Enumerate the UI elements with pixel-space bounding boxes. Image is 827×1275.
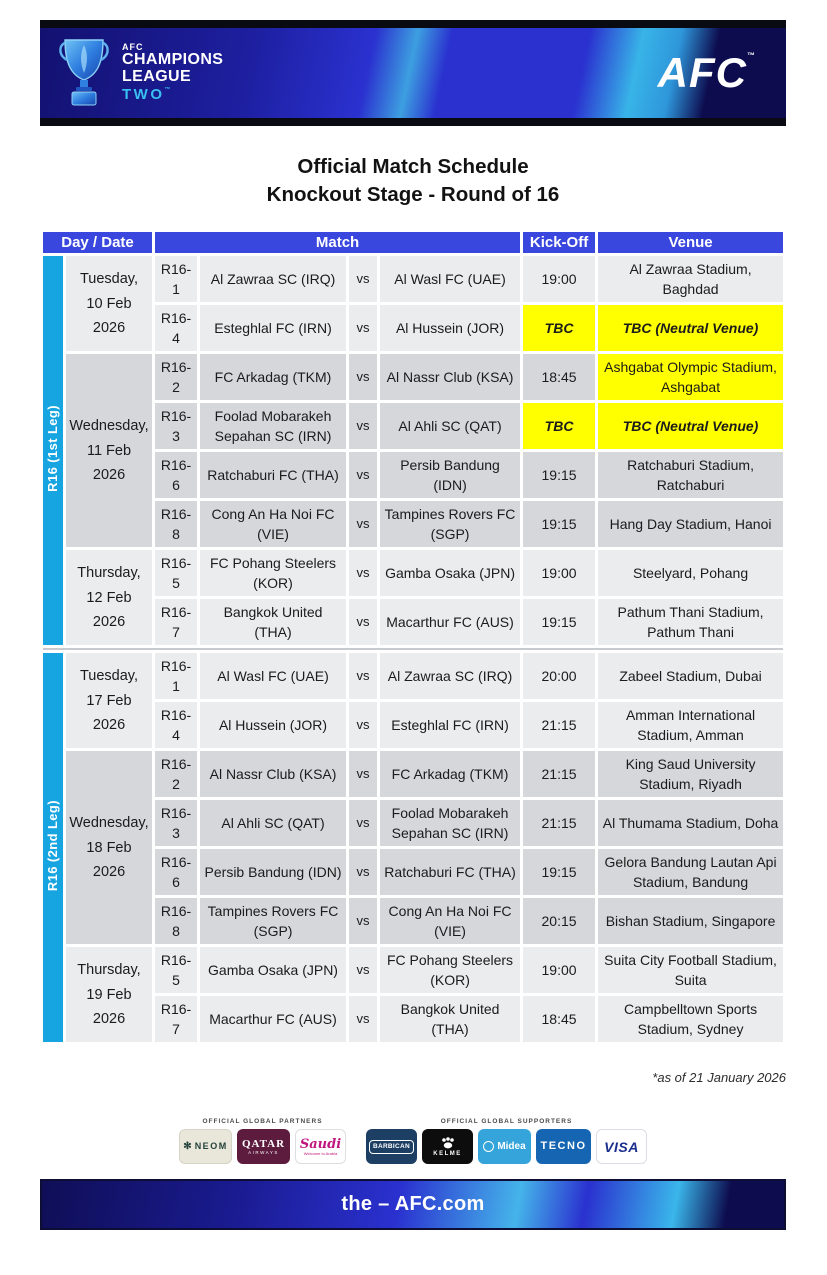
match-row xyxy=(43,898,783,944)
kickoff-cell: 19:00 xyxy=(523,947,595,993)
midea-logo xyxy=(478,1129,531,1164)
away-team-cell: Al Hussein (JOR) xyxy=(380,305,520,351)
venue-cell: Ratchaburi Stadium, Ratchaburi xyxy=(598,452,783,498)
kickoff-cell: 19:00 xyxy=(523,256,595,302)
match-row xyxy=(43,452,783,498)
kickoff-cell: 19:15 xyxy=(523,501,595,547)
match-row xyxy=(43,653,783,699)
away-team-cell: Foolad Mobarakeh Sepahan SC (IRN) xyxy=(380,800,520,846)
home-team-cell: Bangkok United (THA) xyxy=(200,599,346,645)
partners-label: OFFICIAL GLOBAL PARTNERS xyxy=(202,1118,323,1126)
away-team-cell: Al Nassr Club (KSA) xyxy=(380,354,520,400)
match-number-cell: R16-7 xyxy=(155,599,197,645)
afc-logo: AFC™ xyxy=(657,49,756,96)
home-team-cell: Foolad Mobarakeh Sepahan SC (IRN) xyxy=(200,403,346,449)
kickoff-cell: 19:15 xyxy=(523,599,595,645)
home-team-cell: Al Nassr Club (KSA) xyxy=(200,751,346,797)
vs-cell: vs xyxy=(349,702,377,748)
match-number-cell: R16-8 xyxy=(155,501,197,547)
midea-circle-icon xyxy=(483,1141,494,1152)
vs-cell: vs xyxy=(349,800,377,846)
vs-cell: vs xyxy=(349,354,377,400)
venue-cell: Al Zawraa Stadium, Baghdad xyxy=(598,256,783,302)
kickoff-cell: 20:00 xyxy=(523,653,595,699)
away-team-cell: Al Wasl FC (UAE) xyxy=(380,256,520,302)
home-team-cell: Macarthur FC (AUS) xyxy=(200,996,346,1042)
supporters-label: OFFICIAL GLOBAL SUPPORTERS xyxy=(440,1118,573,1126)
home-team-cell: Al Wasl FC (UAE) xyxy=(200,653,346,699)
match-number-cell: R16-7 xyxy=(155,996,197,1042)
title-line-1: Official Match Schedule xyxy=(297,155,529,178)
footnote: *as of 21 January 2026 xyxy=(652,1070,786,1086)
kickoff-cell: TBC xyxy=(523,305,595,351)
kelme-logo xyxy=(422,1129,473,1164)
match-number-cell: R16-4 xyxy=(155,305,197,351)
away-team-cell: Tampines Rovers FC (SGP) xyxy=(380,501,520,547)
match-number-cell: R16-6 xyxy=(155,452,197,498)
away-team-cell: Cong An Ha Noi FC (VIE) xyxy=(380,898,520,944)
neom-flower-icon: ✻ xyxy=(183,1140,192,1152)
vs-cell: vs xyxy=(349,256,377,302)
match-row xyxy=(43,599,783,645)
footer-url: the – AFC.com xyxy=(341,1193,485,1216)
home-team-cell: Cong An Ha Noi FC (VIE) xyxy=(200,501,346,547)
partners-group xyxy=(179,1118,346,1164)
match-number-cell: R16-2 xyxy=(155,751,197,797)
vs-cell: vs xyxy=(349,751,377,797)
schedule-table-body xyxy=(43,256,783,1042)
col-header-venue: Venue xyxy=(598,232,783,253)
neom-logo-text: NEOM xyxy=(194,1141,228,1152)
leg-label-text: R16 (1st Leg) xyxy=(44,404,60,492)
brand-two: TWO™ xyxy=(122,86,171,104)
day-date-cell: Thursday, 12 Feb 2026 xyxy=(66,550,152,645)
barbican-logo xyxy=(366,1129,417,1164)
match-row xyxy=(43,800,783,846)
kickoff-cell: 21:15 xyxy=(523,751,595,797)
header-banner xyxy=(40,20,786,126)
leg-label-cell xyxy=(43,256,63,645)
qatar-logo-text: QATAR xyxy=(241,1137,286,1150)
brand-afc-small: AFC xyxy=(122,41,144,52)
kickoff-cell: 19:15 xyxy=(523,452,595,498)
neom-logo xyxy=(179,1129,232,1164)
saudi-logo-subtext: Welcome to Arabia xyxy=(303,1150,338,1156)
home-team-cell: Al Hussein (JOR) xyxy=(200,702,346,748)
match-number-cell: R16-8 xyxy=(155,898,197,944)
match-number-cell: R16-2 xyxy=(155,354,197,400)
kickoff-cell: 18:45 xyxy=(523,354,595,400)
vs-cell: vs xyxy=(349,599,377,645)
home-team-cell: Al Ahli SC (QAT) xyxy=(200,800,346,846)
day-date-cell: Thursday, 19 Feb 2026 xyxy=(66,947,152,1042)
title-line-2: Knockout Stage - Round of 16 xyxy=(266,182,560,206)
brand-league: LEAGUE xyxy=(122,68,192,86)
home-team-cell: Persib Bandung (IDN) xyxy=(200,849,346,895)
away-team-cell: Al Zawraa SC (IRQ) xyxy=(380,653,520,699)
home-team-cell: FC Pohang Steelers (KOR) xyxy=(200,550,346,596)
visa-logo: VISA xyxy=(596,1129,647,1164)
leg-label-text: R16 (2nd Leg) xyxy=(44,799,60,891)
venue-cell: Bishan Stadium, Singapore xyxy=(598,898,783,944)
match-row xyxy=(43,305,783,351)
match-row xyxy=(43,403,783,449)
venue-cell: Ashgabat Olympic Stadium, Ashgabat xyxy=(598,354,783,400)
kelme-logo-text: KELME xyxy=(433,1150,462,1157)
venue-cell: Campbelltown Sports Stadium, Sydney xyxy=(598,996,783,1042)
match-number-cell: R16-5 xyxy=(155,550,197,596)
venue-cell: Hang Day Stadium, Hanoi xyxy=(598,501,783,547)
kickoff-cell: 20:15 xyxy=(523,898,595,944)
home-team-cell: Esteghlal FC (IRN) xyxy=(200,305,346,351)
col-header-match: Match xyxy=(155,232,520,253)
vs-cell: vs xyxy=(349,452,377,498)
away-team-cell: Al Ahli SC (QAT) xyxy=(380,403,520,449)
schedule-table xyxy=(40,229,786,1045)
vs-cell: vs xyxy=(349,849,377,895)
match-row xyxy=(43,947,783,993)
away-team-cell: Macarthur FC (AUS) xyxy=(380,599,520,645)
match-row xyxy=(43,354,783,400)
match-number-cell: R16-5 xyxy=(155,947,197,993)
midea-logo-text: Midea xyxy=(497,1140,526,1152)
kickoff-cell: 18:45 xyxy=(523,996,595,1042)
match-row xyxy=(43,550,783,596)
kickoff-cell: 19:15 xyxy=(523,849,595,895)
home-team-cell: Tampines Rovers FC (SGP) xyxy=(200,898,346,944)
kelme-paw-icon xyxy=(440,1137,456,1149)
day-date-cell: Wednesday, 11 Feb 2026 xyxy=(66,354,152,547)
venue-cell: Amman International Stadium, Amman xyxy=(598,702,783,748)
away-team-cell: Esteghlal FC (IRN) xyxy=(380,702,520,748)
home-team-cell: Al Zawraa SC (IRQ) xyxy=(200,256,346,302)
vs-cell: vs xyxy=(349,550,377,596)
match-number-cell: R16-4 xyxy=(155,702,197,748)
vs-cell: vs xyxy=(349,996,377,1042)
trophy-icon xyxy=(56,37,112,109)
vs-cell: vs xyxy=(349,403,377,449)
match-number-cell: R16-3 xyxy=(155,403,197,449)
venue-cell: TBC (Neutral Venue) xyxy=(598,305,783,351)
day-date-cell: Tuesday, 17 Feb 2026 xyxy=(66,653,152,748)
venue-cell: Suita City Football Stadium, Suita xyxy=(598,947,783,993)
away-team-cell: Bangkok United (THA) xyxy=(380,996,520,1042)
tecno-logo: TECNO xyxy=(536,1129,591,1164)
match-row xyxy=(43,751,783,797)
venue-cell: Al Thumama Stadium, Doha xyxy=(598,800,783,846)
away-team-cell: Gamba Osaka (JPN) xyxy=(380,550,520,596)
col-header-day-date: Day / Date xyxy=(43,232,152,253)
brand-champions: CHAMPIONS xyxy=(122,51,224,69)
venue-cell: Pathum Thani Stadium, Pathum Thani xyxy=(598,599,783,645)
home-team-cell: Gamba Osaka (JPN) xyxy=(200,947,346,993)
away-team-cell: FC Pohang Steelers (KOR) xyxy=(380,947,520,993)
table-header-row xyxy=(43,232,783,253)
kickoff-cell: 21:15 xyxy=(523,800,595,846)
vs-cell: vs xyxy=(349,501,377,547)
qatar-airways-logo xyxy=(237,1129,290,1164)
match-row xyxy=(43,996,783,1042)
match-number-cell: R16-1 xyxy=(155,653,197,699)
away-team-cell: Ratchaburi FC (THA) xyxy=(380,849,520,895)
vs-cell: vs xyxy=(349,947,377,993)
leg-divider-row xyxy=(43,648,783,650)
page-title xyxy=(40,153,786,208)
supporters-group xyxy=(366,1118,647,1164)
vs-cell: vs xyxy=(349,653,377,699)
kickoff-cell: TBC xyxy=(523,403,595,449)
col-header-kickoff: Kick-Off xyxy=(523,232,595,253)
home-team-cell: Ratchaburi FC (THA) xyxy=(200,452,346,498)
match-number-cell: R16-3 xyxy=(155,800,197,846)
away-team-cell: Persib Bandung (IDN) xyxy=(380,452,520,498)
match-row xyxy=(43,501,783,547)
venue-cell: Zabeel Stadium, Dubai xyxy=(598,653,783,699)
kickoff-cell: 21:15 xyxy=(523,702,595,748)
venue-cell: TBC (Neutral Venue) xyxy=(598,403,783,449)
match-row xyxy=(43,256,783,302)
match-number-cell: R16-6 xyxy=(155,849,197,895)
competition-logo xyxy=(56,37,223,109)
day-date-cell: Wednesday, 18 Feb 2026 xyxy=(66,751,152,944)
footer-banner xyxy=(40,1179,786,1230)
vs-cell: vs xyxy=(349,898,377,944)
saudi-logo-text: Saudi xyxy=(299,1136,342,1152)
match-row xyxy=(43,702,783,748)
sponsors-section xyxy=(40,1118,786,1164)
venue-cell: Gelora Bandung Lautan Api Stadium, Bandung xyxy=(598,849,783,895)
venue-cell: Steelyard, Pohang xyxy=(598,550,783,596)
home-team-cell: FC Arkadag (TKM) xyxy=(200,354,346,400)
saudi-logo xyxy=(295,1129,346,1164)
leg-divider xyxy=(43,648,783,650)
vs-cell: vs xyxy=(349,305,377,351)
barbican-logo-text: BARBICAN xyxy=(369,1140,414,1155)
match-row xyxy=(43,849,783,895)
kickoff-cell: 19:00 xyxy=(523,550,595,596)
match-number-cell: R16-1 xyxy=(155,256,197,302)
competition-wordmark xyxy=(122,43,223,103)
leg-label-cell xyxy=(43,653,63,1042)
day-date-cell: Tuesday, 10 Feb 2026 xyxy=(66,256,152,351)
venue-cell: King Saud University Stadium, Riyadh xyxy=(598,751,783,797)
airways-logo-text: AIRWAYS xyxy=(248,1149,279,1155)
away-team-cell: FC Arkadag (TKM) xyxy=(380,751,520,797)
